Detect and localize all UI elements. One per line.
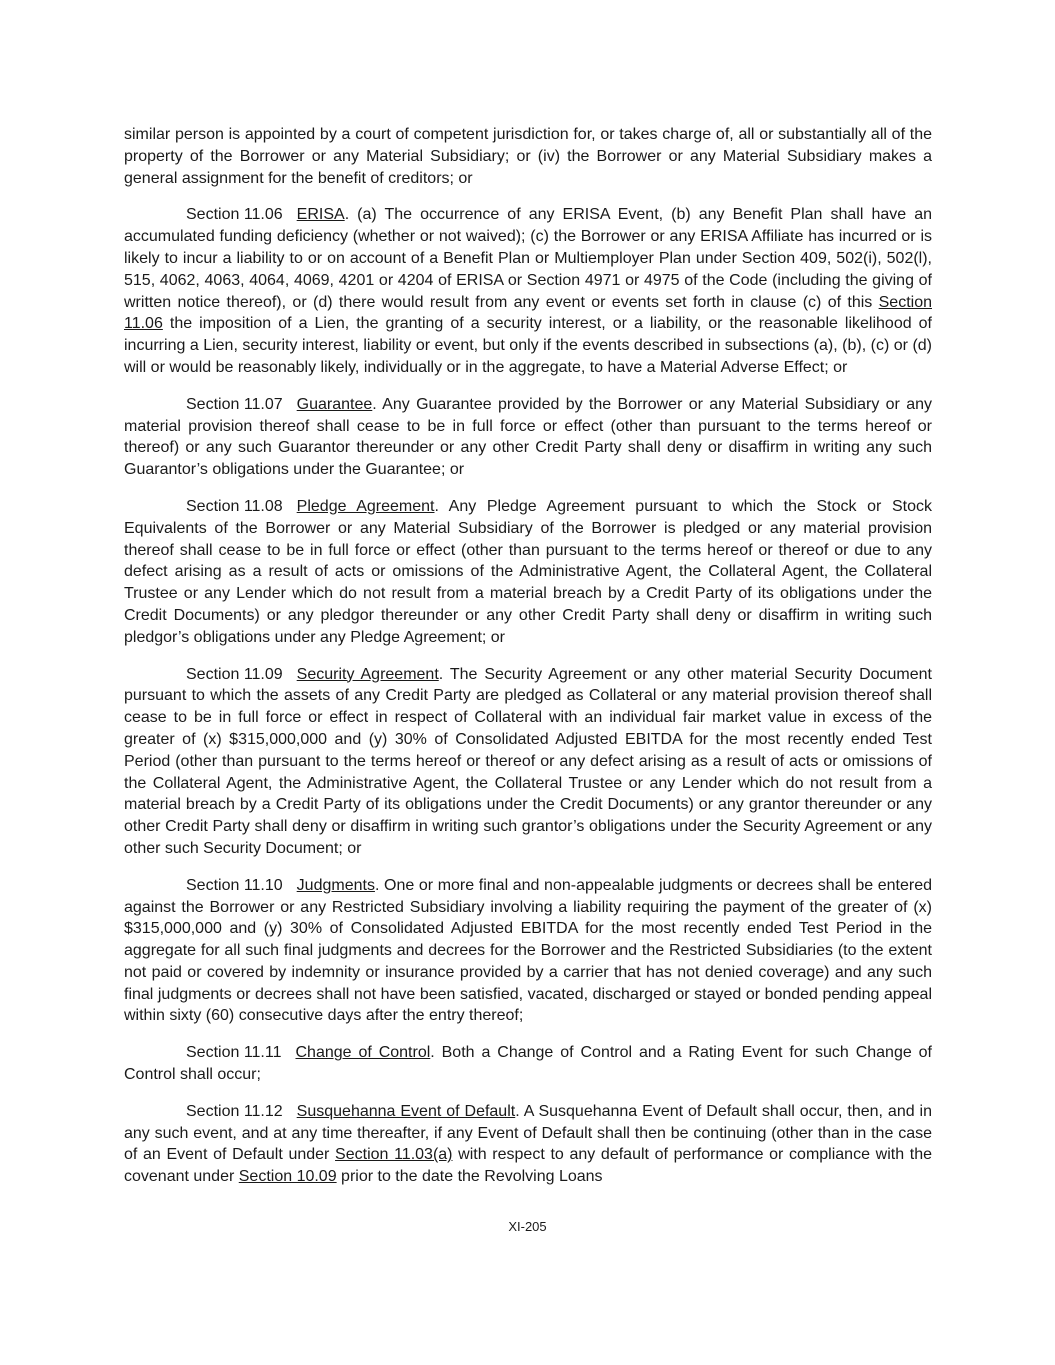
section-number: Section 11.12 <box>186 1102 283 1120</box>
section-11-09: Section 11.09 Security Agreement. The Security Agreement or any other material Security Document pursuant to which the assets of any Credit Party are pledged as Collateral or any material provision thereof shall cease to be in full force or effect in respect of Collateral with an individual fair market value in excess of the greater of (x) $315,000,000 and (y) 30% of Consolidated Adjusted EBITDA for the most recently ended Test Period (other than pursuant to the terms hereof or thereof or any defect arising as a result of acts or omissions of the Collateral Agent, the Administrative Agent, the Collateral Trustee or any Lender which do not result from a material breach by a Credit Party of its obligations under the Credit Documents) or any grantor thereunder or any other Credit Party shall deny or disaffirm in writing such grantor’s obligations under the Security Agreement or any other such Security Document; or <box>124 665 933 857</box>
section-11-10: Section 11.10 Judgments. One or more final and non-appealable judgments or decrees shall be entered against the Borrower or any Restricted Subsidiary involving a liability requiring the payment of the greater of (x) $315,000,000 and (y) 30% of Consolidated Adjusted EBITDA for the most recently ended Test Period in the aggregate for all such final judgments and decrees for the Borrower and the Restricted Subsidiaries (to the extent not paid or covered by indemnity or insurance provided by a carrier that has not denied coverage) and any such final judgments or decrees shall not have been satisfied, vacated, discharged or stayed or bonded pending appeal within sixty (60) consecutive days after the entry thereof; <box>124 876 932 1025</box>
section-number: Section 11.11 <box>186 1044 282 1062</box>
section-number: Section 11.06 <box>186 206 283 224</box>
cross-reference: Section 11.06 <box>124 293 932 333</box>
section-number: Section 11.07 <box>186 395 283 413</box>
section-11-07: Section 11.07 Guarantee. Any Guarantee provided by the Borrower or any Material Subsidiary or any material provision thereof shall cease to be in full force or effect (other than pursuant to the terms hereof or thereof) or any such Guarantor thereunder or any other Credit Party shall deny or disaffirm in writing any such Guarantor’s obligations under the Guarantee; or <box>124 395 932 479</box>
section-number: Section 11.09 <box>186 665 283 683</box>
section-11-12: Section 11.12 Susquehanna Event of Default. A Susquehanna Event of Default shall occur, then, and in any such event, and at any time thereafter, if any Event of Default shall then be continuing (other than in the case of an Event of Default under Section 11.03(a) with respect to any default of performance or compliance with the covenant under Section 10.09 prior to the date the Revolving Loans <box>124 1102 933 1186</box>
section-title: ERISA <box>296 206 345 224</box>
section-11-08: Section 11.08 Pledge Agreement. Any Pledge Agreement pursuant to which the Stock or Stock Equivalents of the Borrower or any Material Subsidiary of the Borrower is pledged or any material provision thereof shall cease to be in full force or effect (other than pursuant to the terms hereof or thereof or due to any defect arising as a result of acts or omissions of the Administrative Agent, the Collateral Agent, the Collateral Trustee or any Lender which do not result from a material breach by a Credit Party of its obligations under the Credit Documents) or any pledgor thereunder or any other Credit Party shall deny or disaffirm in writing such pledgor’s obligations under any Pledge Agreement; or <box>124 497 932 646</box>
cross-reference: Section 11.03(a) <box>335 1146 453 1164</box>
section-title: Change of Control <box>295 1044 431 1062</box>
section-number: Section 11.10 <box>186 876 283 894</box>
section-title: Pledge Agreement <box>296 497 435 515</box>
section-11-11: Section 11.11 Change of Control. Both a Change of Control and a Rating Event for such Change of Control shall occur; <box>124 1044 932 1084</box>
section-title: Judgments <box>296 876 375 894</box>
section-title: Guarantee <box>296 395 373 413</box>
cross-reference: Section 10.09 <box>238 1168 337 1186</box>
document-body <box>124 124 932 1203</box>
page-number: XI-205 <box>508 1219 547 1234</box>
section-title: Security Agreement <box>296 665 439 683</box>
section-11-06: Section 11.06 ERISA. (a) The occurrence of any ERISA Event, (b) any Benefit Plan shall have an accumulated funding deficiency (whether or not waived); (c) the Borrower or any ERISA Affiliate has incurred or is likely to incur a liability to or on account of a Benefit Plan or Multiemployer Plan under Section 409, 502(i), 502(l), 515, 4062, 4063, 4064, 4069, 4201 or 4204 of ERISA or Section 4971 or 4975 of the Code (including the giving of written notice thereof), or (d) there would result from any event or events set forth in clause (c) of this Section 11.06 the imposition of a Lien, the granting of a security interest, or a liability, or the reasonable likelihood of incurring a Lien, security interest, liability or event, but only if the events described in subsections (a), (b), (c) or (d) will or would be reasonably likely, individually or in the aggregate, to have a Material Adverse Effect; or <box>124 206 932 376</box>
section-title: Susquehanna Event of Default <box>296 1102 516 1120</box>
intro-paragraph: similar person is appointed by a court of competent jurisdiction for, or takes charge of, all or substantially all of the property of the Borrower or any Material Subsidiary; or (iv) the Borrower or any Material Subsidiary makes a general assignment for the benefit of creditors; or <box>124 126 932 187</box>
section-number: Section 11.08 <box>186 497 283 515</box>
